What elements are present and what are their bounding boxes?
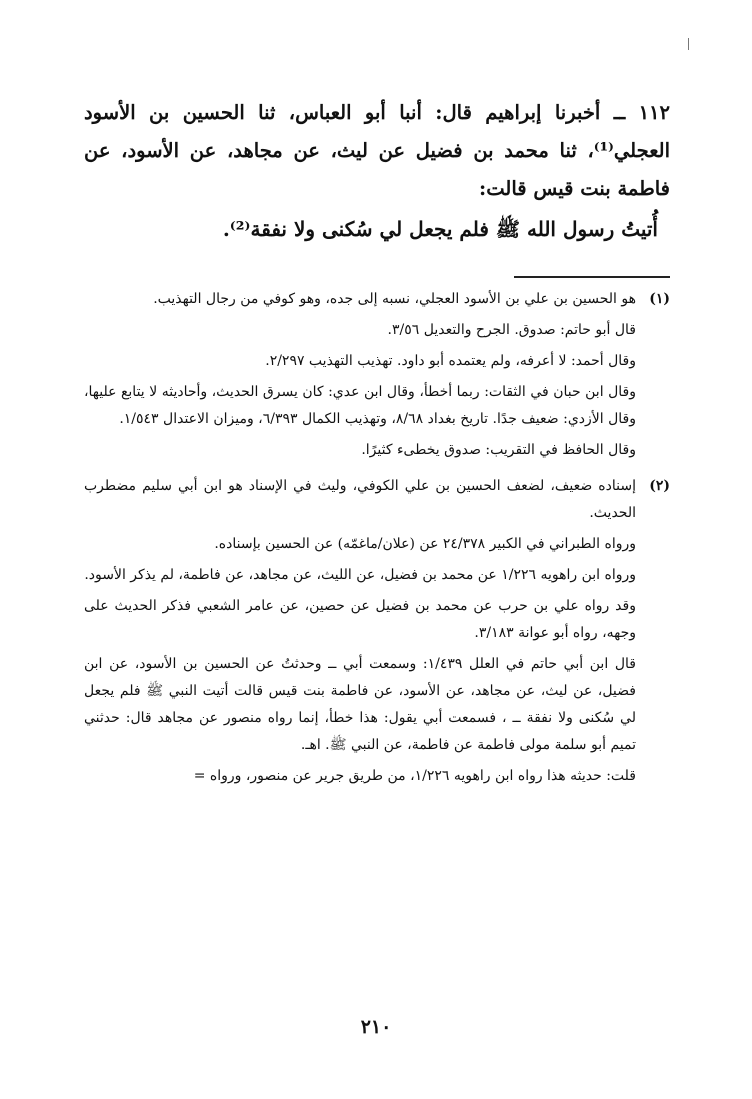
footnote-separator [514, 276, 670, 278]
footnote-2 [84, 473, 670, 794]
footnote-number: (٢) [649, 478, 670, 494]
footnote-line: وقد رواه علي بن حرب عن محمد بن فضيل عن حصين، عن عامر الشعبي فذكر الحديث على وجهه، رواه أبو عوانة ٣/١٨٣. [84, 598, 636, 641]
footnotes [84, 286, 670, 799]
footnote-line: قال أبو حاتم: صدوق. الجرح والتعديل ٣/٥٦. [387, 322, 636, 338]
footnote-line: إسناده ضعيف، لضعف الحسين بن علي الكوفي، وليث في الإسناد هو ابن أبي سليم مضطرب الحديث. [84, 478, 636, 521]
footnote-number: (١) [649, 291, 670, 307]
footnote-line: وقال الحافظ في التقريب: صدوق يخطىء كثيرًا. [361, 442, 636, 458]
footnote-line: هو الحسين بن علي بن الأسود العجلي، نسبه إلى جده، وهو كوفي من رجال التهذيب. [153, 291, 636, 307]
footnote-line: وقال أحمد: لا أعرفه، ولم يعتمده أبو داود. تهذيب التهذيب ٢/٢٩٧. [265, 353, 636, 369]
hadith-paragraph: ١١٢ ــ أخبرنا إبراهيم قال: أنبا أبو العباس، ثنا الحسين بن الأسود العجلي⁽¹⁾، ثنا محمد بن فضيل عن ليث، عن مجاهد، عن الأسود، عن فاطمة بنت قيس قالت: [84, 101, 670, 200]
footnote-line: ورواه الطبراني في الكبير ٢٤/٣٧٨ عن (علان/ماغمّه) عن الحسين بإسناده. [214, 536, 636, 552]
footnote-line: قال ابن أبي حاتم في العلل ١/٤٣٩: وسمعت أبي ــ وحدثتُ عن الحسين بن الأسود، عن ابن فضيل، عن ليث، عن مجاهد، عن الأسود، عن فاطمة بنت قيس قالت أتيت النبي ﷺ فلم يجعل لي سُكنى ولا نفقة ــ ، فسمعت أبي يقول: هذا خطأ، إنما رواه منصور عن مجاهد قال: حدثني تميم أبو سلمة مولى فاطمة عن فاطمة، عن النبي ﷺ. اهـ. [84, 656, 636, 753]
margin-mark [688, 38, 689, 50]
footnote-line: ورواه ابن راهويه ١/٢٢٦ عن محمد بن فضيل، عن الليث، عن مجاهد، عن فاطمة، لم يذكر الأسود. [84, 567, 636, 583]
main-text [84, 94, 670, 248]
hadith-text: أُتيتُ رسول الله ﷺ فلم يجعل لي سُكنى ولا نفقة⁽²⁾. [222, 217, 658, 241]
footnote-line: قلت: حديثه هذا رواه ابن راهويه ١/٢٢٦، من طريق جرير عن منصور، ورواه = [193, 768, 636, 784]
footnote-line: وقال ابن حبان في الثقات: ربما أخطأ، وقال ابن عدي: كان يسرق الحديث، وأحاديثه لا يتابع عليها، وقال الأزدي: ضعيف جدًا. تاريخ بغداد ٨/٦٨، وتهذيب الكمال ٦/٣٩٣، وميزان الاعتدال ١/٥٤٣. [84, 384, 636, 427]
footnote-1 [84, 286, 670, 468]
page-number: ٢١٠ [360, 1016, 392, 1038]
